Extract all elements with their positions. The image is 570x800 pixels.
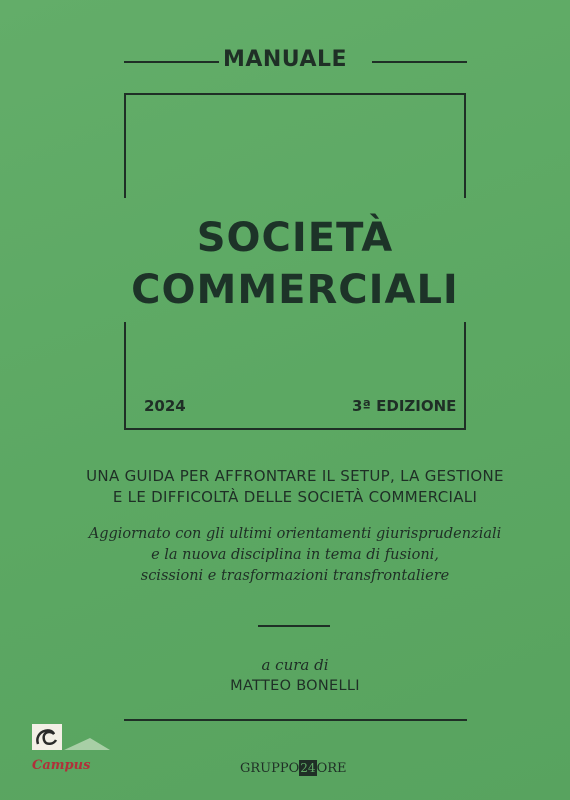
subtitle-line-2: E LE DIFFICOLTÀ DELLE SOCIETÀ COMMERCIALI bbox=[112, 488, 478, 506]
series-rule-right bbox=[372, 61, 467, 63]
series-label: MANUALE bbox=[222, 47, 348, 72]
frame-top-left-side bbox=[124, 93, 126, 198]
series-header bbox=[0, 47, 570, 75]
book-title-line-1: SOCIETÀ bbox=[196, 215, 394, 261]
editor-name: MATTEO BONELLI bbox=[230, 678, 360, 694]
curated-by-label: a cura di bbox=[261, 656, 329, 674]
book-title-line-2: COMMERCIALI bbox=[131, 267, 459, 313]
bookstore-stamp-text: Campus bbox=[32, 758, 91, 773]
publisher-name-part-3: ORE bbox=[316, 760, 347, 776]
publisher-logo bbox=[240, 760, 347, 776]
subtitle-line-1: UNA GUIDA PER AFFRONTARE IL SETUP, LA GESTIONE bbox=[86, 467, 504, 485]
note-line-2: e la nuova disciplina in tema di fusioni, bbox=[151, 547, 439, 563]
frame-bottom-right-side bbox=[464, 322, 466, 430]
frame-top-right-side bbox=[464, 93, 466, 198]
publisher-name-part-1: GRUPPO bbox=[240, 760, 300, 776]
note-line-3: scissioni e trasformazioni transfrontaliere bbox=[140, 568, 450, 584]
frame-bottom bbox=[124, 428, 466, 430]
edition-label: 3ª EDIZIONE bbox=[352, 397, 457, 415]
frame-bottom-left-side bbox=[124, 322, 126, 430]
bookstore-stamp-logo bbox=[30, 722, 112, 784]
bottom-rule bbox=[124, 719, 467, 721]
publisher-name-part-2: 24 bbox=[300, 761, 316, 775]
note-line-1: Aggiornato con gli ultimi orientamenti giurisprudenziali bbox=[88, 526, 502, 542]
divider-rule bbox=[258, 625, 330, 627]
publication-year: 2024 bbox=[144, 397, 186, 415]
frame-top bbox=[124, 93, 466, 95]
